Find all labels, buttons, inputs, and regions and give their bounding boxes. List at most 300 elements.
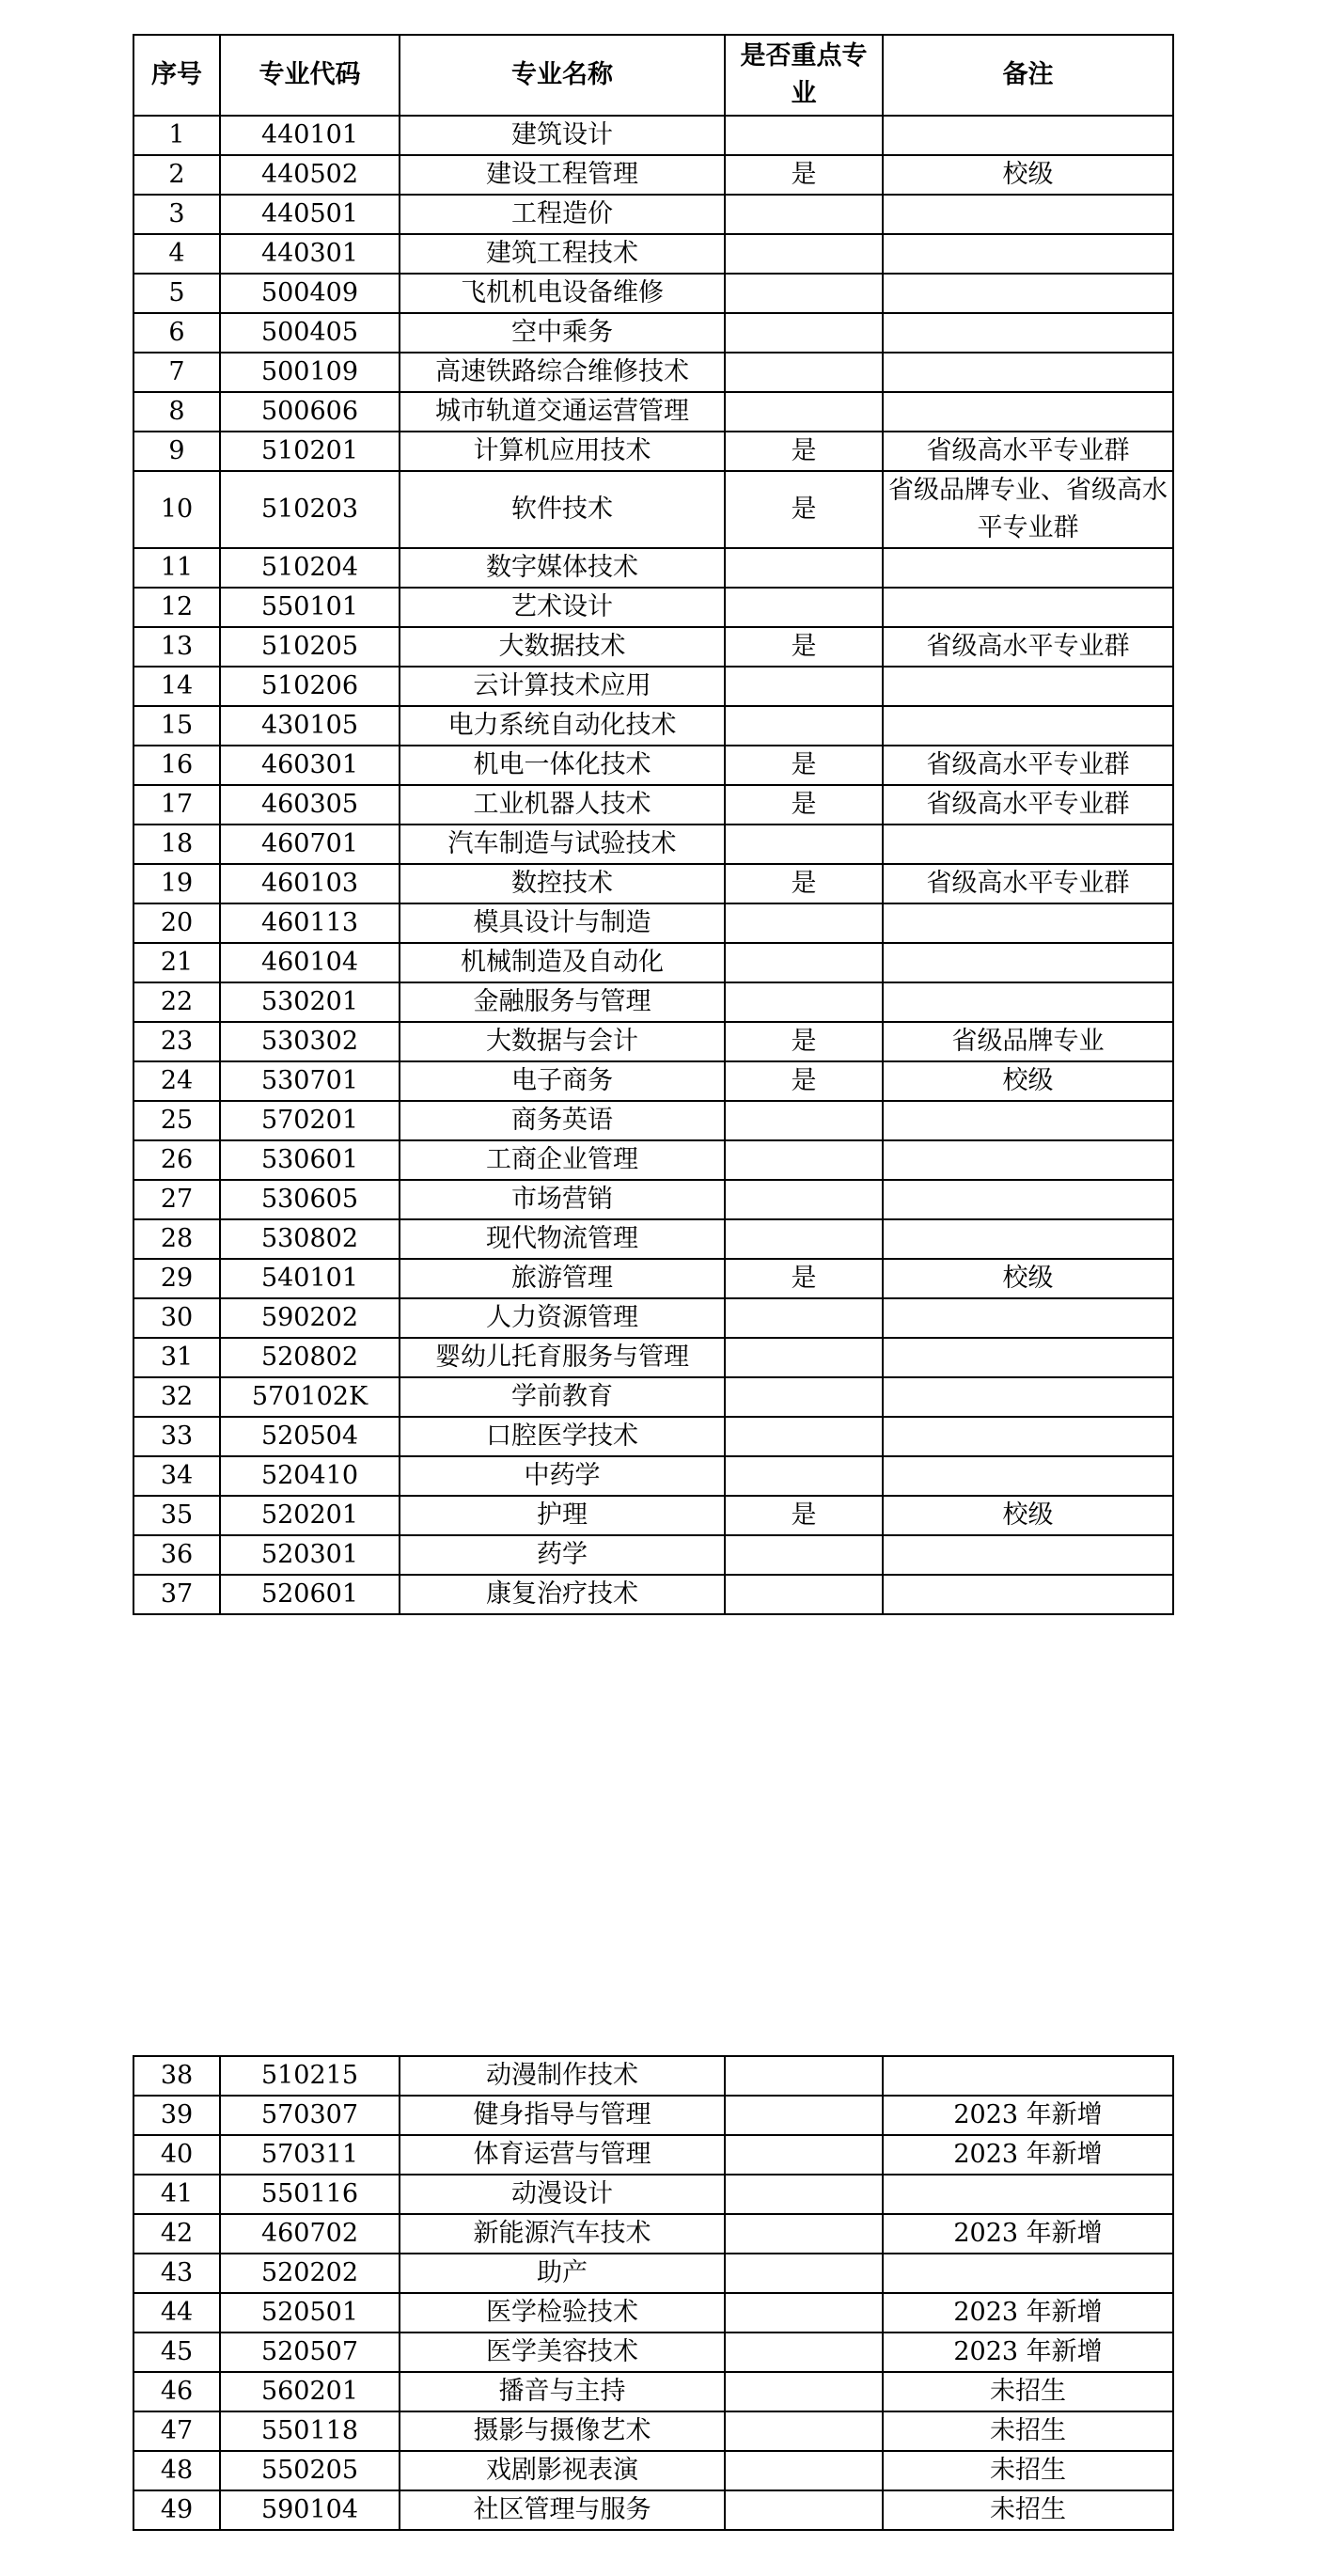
cell-note xyxy=(883,234,1173,274)
cell-no: 9 xyxy=(133,432,220,471)
cell-no: 12 xyxy=(133,588,220,627)
cell-name: 空中乘务 xyxy=(400,313,725,353)
cell-code: 460301 xyxy=(220,746,400,785)
cell-name: 高速铁路综合维修技术 xyxy=(400,353,725,392)
cell-code: 500606 xyxy=(220,392,400,432)
cell-code: 570307 xyxy=(220,2096,400,2135)
cell-note xyxy=(883,1535,1173,1575)
cell-name: 体育运营与管理 xyxy=(400,2135,725,2175)
table-row xyxy=(133,1298,1173,1338)
table-row xyxy=(133,1377,1173,1417)
cell-no: 10 xyxy=(133,471,220,548)
cell-note: 校级 xyxy=(883,1496,1173,1535)
table-row xyxy=(133,2372,1173,2411)
cell-no: 39 xyxy=(133,2096,220,2135)
cell-note xyxy=(883,274,1173,313)
cell-note: 省级品牌专业、省级高水平专业群 xyxy=(883,471,1173,548)
cell-no: 43 xyxy=(133,2254,220,2293)
cell-name: 机电一体化技术 xyxy=(400,746,725,785)
cell-name: 汽车制造与试验技术 xyxy=(400,825,725,864)
table-body-1 xyxy=(133,116,1173,1614)
cell-note: 省级品牌专业 xyxy=(883,1022,1173,1061)
cell-code: 530601 xyxy=(220,1140,400,1180)
table-row xyxy=(133,1496,1173,1535)
table-row xyxy=(133,982,1173,1022)
cell-code: 520202 xyxy=(220,2254,400,2293)
table-row xyxy=(133,588,1173,627)
cell-note xyxy=(883,667,1173,706)
cell-key xyxy=(725,1456,883,1496)
cell-code: 520201 xyxy=(220,1496,400,1535)
cell-no: 49 xyxy=(133,2490,220,2530)
cell-no: 28 xyxy=(133,1219,220,1259)
cell-key xyxy=(725,1180,883,1219)
cell-key xyxy=(725,2214,883,2254)
cell-name: 动漫制作技术 xyxy=(400,2056,725,2096)
table-row xyxy=(133,2333,1173,2372)
table-row xyxy=(133,706,1173,746)
cell-no: 46 xyxy=(133,2372,220,2411)
cell-key xyxy=(725,1338,883,1377)
cell-note xyxy=(883,116,1173,155)
cell-name: 软件技术 xyxy=(400,471,725,548)
cell-key: 是 xyxy=(725,627,883,667)
cell-note: 2023 年新增 xyxy=(883,2135,1173,2175)
header-key: 是否重点专业 xyxy=(725,35,883,116)
table-row xyxy=(133,785,1173,825)
table-row xyxy=(133,864,1173,903)
cell-code: 570311 xyxy=(220,2135,400,2175)
cell-note: 校级 xyxy=(883,1061,1173,1101)
cell-key xyxy=(725,1219,883,1259)
cell-code: 500109 xyxy=(220,353,400,392)
cell-name: 商务英语 xyxy=(400,1101,725,1140)
cell-code: 590104 xyxy=(220,2490,400,2530)
cell-no: 7 xyxy=(133,353,220,392)
table-row xyxy=(133,2214,1173,2254)
cell-note xyxy=(883,1180,1173,1219)
table-row xyxy=(133,471,1173,548)
table-row xyxy=(133,195,1173,234)
cell-no: 18 xyxy=(133,825,220,864)
cell-key: 是 xyxy=(725,746,883,785)
cell-no: 41 xyxy=(133,2175,220,2214)
cell-note xyxy=(883,1456,1173,1496)
cell-name: 旅游管理 xyxy=(400,1259,725,1298)
cell-no: 35 xyxy=(133,1496,220,1535)
cell-name: 市场营销 xyxy=(400,1180,725,1219)
table-row xyxy=(133,1101,1173,1140)
cell-note xyxy=(883,548,1173,588)
cell-no: 17 xyxy=(133,785,220,825)
cell-key xyxy=(725,2175,883,2214)
cell-no: 25 xyxy=(133,1101,220,1140)
cell-code: 530605 xyxy=(220,1180,400,1219)
cell-key xyxy=(725,2293,883,2333)
cell-no: 44 xyxy=(133,2293,220,2333)
cell-no: 4 xyxy=(133,234,220,274)
cell-code: 440502 xyxy=(220,155,400,195)
table-row xyxy=(133,313,1173,353)
cell-name: 新能源汽车技术 xyxy=(400,2214,725,2254)
cell-note xyxy=(883,982,1173,1022)
cell-note xyxy=(883,392,1173,432)
cell-no: 33 xyxy=(133,1417,220,1456)
header-code: 专业代码 xyxy=(220,35,400,116)
header-name: 专业名称 xyxy=(400,35,725,116)
cell-code: 550101 xyxy=(220,588,400,627)
cell-name: 金融服务与管理 xyxy=(400,982,725,1022)
cell-code: 460702 xyxy=(220,2214,400,2254)
majors-table-part-2 xyxy=(133,2055,1174,2531)
cell-no: 20 xyxy=(133,903,220,943)
cell-name: 医学检验技术 xyxy=(400,2293,725,2333)
cell-no: 24 xyxy=(133,1061,220,1101)
cell-code: 500409 xyxy=(220,274,400,313)
cell-name: 医学美容技术 xyxy=(400,2333,725,2372)
cell-key: 是 xyxy=(725,864,883,903)
table-row xyxy=(133,2293,1173,2333)
cell-no: 48 xyxy=(133,2451,220,2490)
table-row xyxy=(133,1259,1173,1298)
cell-code: 500405 xyxy=(220,313,400,353)
cell-name: 数字媒体技术 xyxy=(400,548,725,588)
table-row xyxy=(133,2056,1173,2096)
cell-key xyxy=(725,2372,883,2411)
cell-name: 戏剧影视表演 xyxy=(400,2451,725,2490)
cell-name: 健身指导与管理 xyxy=(400,2096,725,2135)
cell-no: 15 xyxy=(133,706,220,746)
cell-no: 34 xyxy=(133,1456,220,1496)
cell-no: 13 xyxy=(133,627,220,667)
cell-name: 药学 xyxy=(400,1535,725,1575)
cell-key: 是 xyxy=(725,1496,883,1535)
cell-code: 440301 xyxy=(220,234,400,274)
cell-name: 数控技术 xyxy=(400,864,725,903)
cell-key xyxy=(725,667,883,706)
cell-key xyxy=(725,1417,883,1456)
cell-no: 47 xyxy=(133,2411,220,2451)
cell-key xyxy=(725,116,883,155)
table-row xyxy=(133,353,1173,392)
table-row xyxy=(133,1061,1173,1101)
cell-name: 婴幼儿托育服务与管理 xyxy=(400,1338,725,1377)
cell-note xyxy=(883,1417,1173,1456)
cell-note xyxy=(883,1338,1173,1377)
cell-code: 520601 xyxy=(220,1575,400,1614)
table-row xyxy=(133,2451,1173,2490)
cell-name: 建设工程管理 xyxy=(400,155,725,195)
cell-name: 机械制造及自动化 xyxy=(400,943,725,982)
table-row xyxy=(133,943,1173,982)
cell-name: 电力系统自动化技术 xyxy=(400,706,725,746)
cell-key xyxy=(725,313,883,353)
cell-key xyxy=(725,588,883,627)
cell-code: 550116 xyxy=(220,2175,400,2214)
cell-code: 520501 xyxy=(220,2293,400,2333)
cell-key xyxy=(725,943,883,982)
cell-code: 550205 xyxy=(220,2451,400,2490)
table-body-2 xyxy=(133,2056,1173,2530)
table-row xyxy=(133,2096,1173,2135)
cell-note xyxy=(883,1298,1173,1338)
cell-note xyxy=(883,195,1173,234)
cell-no: 6 xyxy=(133,313,220,353)
cell-no: 1 xyxy=(133,116,220,155)
cell-code: 520504 xyxy=(220,1417,400,1456)
cell-note: 2023 年新增 xyxy=(883,2096,1173,2135)
cell-note: 未招生 xyxy=(883,2411,1173,2451)
table-row xyxy=(133,432,1173,471)
cell-name: 建筑工程技术 xyxy=(400,234,725,274)
table-row xyxy=(133,274,1173,313)
cell-name: 人力资源管理 xyxy=(400,1298,725,1338)
table-row xyxy=(133,2135,1173,2175)
cell-note xyxy=(883,2175,1173,2214)
table-row xyxy=(133,1180,1173,1219)
cell-name: 计算机应用技术 xyxy=(400,432,725,471)
cell-key xyxy=(725,1535,883,1575)
cell-note: 未招生 xyxy=(883,2451,1173,2490)
cell-key: 是 xyxy=(725,1061,883,1101)
cell-key xyxy=(725,353,883,392)
cell-note: 省级高水平专业群 xyxy=(883,432,1173,471)
cell-code: 440101 xyxy=(220,116,400,155)
cell-no: 36 xyxy=(133,1535,220,1575)
cell-code: 460305 xyxy=(220,785,400,825)
cell-no: 11 xyxy=(133,548,220,588)
cell-key xyxy=(725,2333,883,2372)
cell-key: 是 xyxy=(725,432,883,471)
cell-no: 26 xyxy=(133,1140,220,1180)
cell-note: 2023 年新增 xyxy=(883,2293,1173,2333)
cell-name: 工业机器人技术 xyxy=(400,785,725,825)
cell-code: 560201 xyxy=(220,2372,400,2411)
table-row xyxy=(133,825,1173,864)
table-row xyxy=(133,1456,1173,1496)
cell-no: 3 xyxy=(133,195,220,234)
cell-no: 2 xyxy=(133,155,220,195)
cell-note xyxy=(883,943,1173,982)
cell-key xyxy=(725,1298,883,1338)
cell-key xyxy=(725,903,883,943)
cell-name: 大数据与会计 xyxy=(400,1022,725,1061)
cell-code: 530201 xyxy=(220,982,400,1022)
cell-code: 510204 xyxy=(220,548,400,588)
cell-key: 是 xyxy=(725,1022,883,1061)
cell-code: 530802 xyxy=(220,1219,400,1259)
cell-code: 430105 xyxy=(220,706,400,746)
cell-code: 460103 xyxy=(220,864,400,903)
cell-no: 40 xyxy=(133,2135,220,2175)
cell-note: 未招生 xyxy=(883,2372,1173,2411)
cell-code: 550118 xyxy=(220,2411,400,2451)
cell-key xyxy=(725,274,883,313)
header-note: 备注 xyxy=(883,35,1173,116)
cell-no: 23 xyxy=(133,1022,220,1061)
cell-note xyxy=(883,1575,1173,1614)
cell-key xyxy=(725,706,883,746)
cell-code: 570201 xyxy=(220,1101,400,1140)
cell-code: 460113 xyxy=(220,903,400,943)
cell-note: 省级高水平专业群 xyxy=(883,864,1173,903)
cell-key xyxy=(725,1101,883,1140)
cell-key xyxy=(725,2411,883,2451)
cell-key xyxy=(725,548,883,588)
cell-name: 城市轨道交通运营管理 xyxy=(400,392,725,432)
cell-name: 工程造价 xyxy=(400,195,725,234)
cell-name: 艺术设计 xyxy=(400,588,725,627)
cell-key xyxy=(725,392,883,432)
table-row xyxy=(133,234,1173,274)
cell-key xyxy=(725,2056,883,2096)
cell-no: 38 xyxy=(133,2056,220,2096)
cell-no: 37 xyxy=(133,1575,220,1614)
cell-code: 520802 xyxy=(220,1338,400,1377)
cell-key xyxy=(725,1575,883,1614)
cell-note: 未招生 xyxy=(883,2490,1173,2530)
cell-code: 590202 xyxy=(220,1298,400,1338)
cell-code: 510205 xyxy=(220,627,400,667)
cell-key: 是 xyxy=(725,155,883,195)
table-row xyxy=(133,1535,1173,1575)
table-row xyxy=(133,667,1173,706)
cell-code: 510206 xyxy=(220,667,400,706)
cell-no: 27 xyxy=(133,1180,220,1219)
cell-name: 飞机机电设备维修 xyxy=(400,274,725,313)
cell-code: 520301 xyxy=(220,1535,400,1575)
cell-key xyxy=(725,2096,883,2135)
cell-code: 440501 xyxy=(220,195,400,234)
cell-code: 510215 xyxy=(220,2056,400,2096)
cell-key xyxy=(725,2490,883,2530)
cell-note xyxy=(883,1101,1173,1140)
cell-key xyxy=(725,2135,883,2175)
table-row xyxy=(133,2175,1173,2214)
cell-no: 14 xyxy=(133,667,220,706)
cell-note: 2023 年新增 xyxy=(883,2333,1173,2372)
cell-no: 8 xyxy=(133,392,220,432)
cell-name: 建筑设计 xyxy=(400,116,725,155)
table-header-row xyxy=(133,35,1173,116)
cell-no: 30 xyxy=(133,1298,220,1338)
cell-note xyxy=(883,903,1173,943)
table-row xyxy=(133,746,1173,785)
cell-no: 22 xyxy=(133,982,220,1022)
cell-name: 云计算技术应用 xyxy=(400,667,725,706)
table-row xyxy=(133,1338,1173,1377)
table-row xyxy=(133,116,1173,155)
table-row xyxy=(133,2411,1173,2451)
cell-key xyxy=(725,234,883,274)
cell-note: 省级高水平专业群 xyxy=(883,746,1173,785)
header-no: 序号 xyxy=(133,35,220,116)
cell-name: 现代物流管理 xyxy=(400,1219,725,1259)
table-row xyxy=(133,392,1173,432)
cell-note xyxy=(883,1219,1173,1259)
cell-key xyxy=(725,2254,883,2293)
cell-name: 口腔医学技术 xyxy=(400,1417,725,1456)
cell-name: 电子商务 xyxy=(400,1061,725,1101)
cell-name: 模具设计与制造 xyxy=(400,903,725,943)
cell-name: 中药学 xyxy=(400,1456,725,1496)
cell-name: 动漫设计 xyxy=(400,2175,725,2214)
cell-code: 530701 xyxy=(220,1061,400,1101)
cell-note xyxy=(883,825,1173,864)
cell-note: 校级 xyxy=(883,1259,1173,1298)
table-row xyxy=(133,1140,1173,1180)
table-row xyxy=(133,1417,1173,1456)
table-row xyxy=(133,2254,1173,2293)
cell-code: 530302 xyxy=(220,1022,400,1061)
table-row xyxy=(133,1575,1173,1614)
cell-key xyxy=(725,1140,883,1180)
cell-no: 5 xyxy=(133,274,220,313)
cell-no: 16 xyxy=(133,746,220,785)
cell-name: 护理 xyxy=(400,1496,725,1535)
cell-note xyxy=(883,353,1173,392)
table-row xyxy=(133,548,1173,588)
table-row xyxy=(133,627,1173,667)
cell-note xyxy=(883,706,1173,746)
cell-key: 是 xyxy=(725,785,883,825)
cell-no: 21 xyxy=(133,943,220,982)
cell-name: 学前教育 xyxy=(400,1377,725,1417)
cell-no: 45 xyxy=(133,2333,220,2372)
cell-note xyxy=(883,2056,1173,2096)
cell-code: 540101 xyxy=(220,1259,400,1298)
cell-note: 省级高水平专业群 xyxy=(883,627,1173,667)
table-row xyxy=(133,1219,1173,1259)
cell-code: 520507 xyxy=(220,2333,400,2372)
cell-no: 19 xyxy=(133,864,220,903)
cell-key xyxy=(725,195,883,234)
cell-no: 31 xyxy=(133,1338,220,1377)
cell-name: 大数据技术 xyxy=(400,627,725,667)
cell-name: 康复治疗技术 xyxy=(400,1575,725,1614)
cell-code: 460701 xyxy=(220,825,400,864)
cell-name: 助产 xyxy=(400,2254,725,2293)
cell-key xyxy=(725,1377,883,1417)
cell-name: 播音与主持 xyxy=(400,2372,725,2411)
cell-note xyxy=(883,588,1173,627)
table-row xyxy=(133,903,1173,943)
cell-code: 460104 xyxy=(220,943,400,982)
cell-key: 是 xyxy=(725,1259,883,1298)
cell-note: 校级 xyxy=(883,155,1173,195)
cell-no: 32 xyxy=(133,1377,220,1417)
cell-key xyxy=(725,2451,883,2490)
cell-note xyxy=(883,313,1173,353)
cell-note: 省级高水平专业群 xyxy=(883,785,1173,825)
cell-code: 510203 xyxy=(220,471,400,548)
cell-name: 社区管理与服务 xyxy=(400,2490,725,2530)
cell-note xyxy=(883,1140,1173,1180)
table-row xyxy=(133,155,1173,195)
cell-name: 工商企业管理 xyxy=(400,1140,725,1180)
cell-note: 2023 年新增 xyxy=(883,2214,1173,2254)
cell-code: 570102K xyxy=(220,1377,400,1417)
cell-key: 是 xyxy=(725,471,883,548)
cell-key xyxy=(725,982,883,1022)
table-row xyxy=(133,1022,1173,1061)
cell-name: 摄影与摄像艺术 xyxy=(400,2411,725,2451)
cell-no: 42 xyxy=(133,2214,220,2254)
cell-key xyxy=(725,825,883,864)
cell-note xyxy=(883,1377,1173,1417)
majors-table-part-1 xyxy=(133,34,1174,1615)
cell-code: 510201 xyxy=(220,432,400,471)
